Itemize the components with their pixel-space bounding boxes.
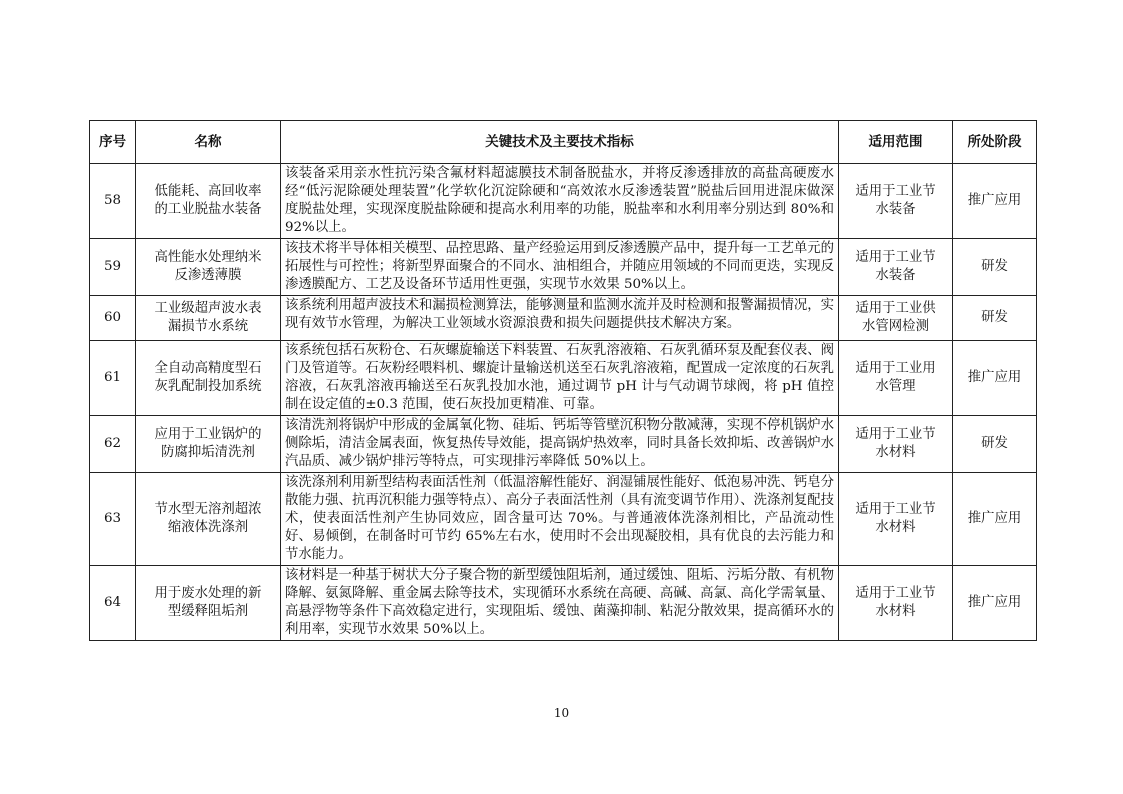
row-number: 60: [90, 296, 136, 341]
row-name: 低能耗、高回收率的工业脱盐水装备: [136, 164, 281, 239]
row-number: 58: [90, 164, 136, 239]
row-number: 63: [90, 473, 136, 566]
header-stage: 所处阶段: [953, 121, 1037, 164]
header-key-tech: 关键技术及主要技术指标: [281, 121, 839, 164]
row-name: 工业级超声波水表漏损节水系统: [136, 296, 281, 341]
row-key-tech: 该系统包括石灰粉仓、石灰螺旋输送下料装置、石灰乳溶液箱、石灰乳循环泵及配套仪表、阀门及管道等。石灰粉经喂料机、螺旋计量输送机送至石灰乳溶液箱，配置成一定浓度的石灰乳溶液，石灰乳溶液再输送至石灰乳投加水池，通过调节 pH 计与气动调节球阀，将 pH 值控制在设定值的±0.3 范围，使石灰投加更精准、可靠。: [281, 341, 839, 416]
technology-table: [89, 120, 1037, 641]
row-stage: 推广应用: [953, 164, 1037, 239]
row-key-tech: 该洗涤剂利用新型结构表面活性剂（低温溶解性能好、润湿铺展性能好、低泡易冲洗、钙皂分散能力强、抗再沉积能力强等特点）、高分子表面活性剂（具有流变调节作用）、洗涤剂复配技术，使表面活性剂产生协同效应，固含量可达 70%。与普通液体洗涤剂相比，产品流动性好、易倾倒，在制备时可节约 65%左右水，使用时不会出现凝胶相，具有优良的去污能力和节水能力。: [281, 473, 839, 566]
table-row: [90, 164, 1037, 239]
row-stage: 推广应用: [953, 566, 1037, 641]
row-number: 62: [90, 416, 136, 473]
row-stage: 研发: [953, 296, 1037, 341]
row-scope: 适用于工业节水材料: [839, 473, 953, 566]
row-stage: 研发: [953, 416, 1037, 473]
row-number: 59: [90, 239, 136, 296]
table-row: [90, 473, 1037, 566]
row-key-tech: 该清洗剂将锅炉中形成的金属氧化物、硅垢、钙垢等管壁沉积物分散减薄，实现不停机锅炉水侧除垢，清洁金属表面，恢复热传导效能，提高锅炉热效率，同时具备长效抑垢、改善锅炉水汽品质、减少锅炉排污等特点，可实现排污率降低 50%以上。: [281, 416, 839, 473]
table-row: [90, 341, 1037, 416]
header-scope: 适用范围: [839, 121, 953, 164]
row-name: 用于废水处理的新型缓释阻垢剂: [136, 566, 281, 641]
row-scope: 适用于工业供水管网检测: [839, 296, 953, 341]
row-stage: 推广应用: [953, 341, 1037, 416]
page-number: 10: [553, 706, 570, 720]
row-key-tech: 该装备采用亲水性抗污染含氟材料超滤膜技术制备脱盐水，并将反渗透排放的高盐高硬废水经“低污泥除硬处理装置”化学软化沉淀除硬和“高效浓水反渗透装置”脱盐后回用进混床做深度脱盐处理，实现深度脱盐除硬和提高水利用率的功能，脱盐率和水利用率分别达到 80%和 92%以上。: [281, 164, 839, 239]
table-row: [90, 566, 1037, 641]
row-name: 高性能水处理纳米反渗透薄膜: [136, 239, 281, 296]
header-name: 名称: [136, 121, 281, 164]
row-scope: 适用于工业节水装备: [839, 164, 953, 239]
row-key-tech: 该系统利用超声波技术和漏损检测算法，能够测量和监测水流并及时检测和报警漏损情况，实现有效节水管理，为解决工业领域水资源浪费和损失问题提供技术解决方案。: [281, 296, 839, 341]
row-number: 64: [90, 566, 136, 641]
table-row: [90, 416, 1037, 473]
row-key-tech: 该技术将半导体相关模型、品控思路、量产经验运用到反渗透膜产品中，提升每一工艺单元的拓展性与可控性；将新型界面聚合的不同水、油相组合，并随应用领域的不同而更迭，实现反渗透膜配方、工艺及设备环节适用性更强，实现节水效果 50%以上。: [281, 239, 839, 296]
row-scope: 适用于工业用水管理: [839, 341, 953, 416]
row-stage: 推广应用: [953, 473, 1037, 566]
row-name: 节水型无溶剂超浓缩液体洗涤剂: [136, 473, 281, 566]
row-scope: 适用于工业节水装备: [839, 239, 953, 296]
header-number: 序号: [90, 121, 136, 164]
table-row: [90, 296, 1037, 341]
row-stage: 研发: [953, 239, 1037, 296]
table-header-row: [90, 121, 1037, 164]
row-key-tech: 该材料是一种基于树状大分子聚合物的新型缓蚀阻垢剂，通过缓蚀、阻垢、污垢分散、有机物降解、氨氮降解、重金属去除等技术，实现循环水系统在高硬、高碱、高氯、高化学需氧量、高悬浮物等条件下高效稳定进行，实现阻垢、缓蚀、菌藻抑制、粘泥分散效果，提高循环水的利用率，实现节水效果 50%以上。: [281, 566, 839, 641]
row-scope: 适用于工业节水材料: [839, 566, 953, 641]
row-scope: 适用于工业节水材料: [839, 416, 953, 473]
row-name: 应用于工业锅炉的防腐抑垢清洗剂: [136, 416, 281, 473]
table-row: [90, 239, 1037, 296]
row-name: 全自动高精度型石灰乳配制投加系统: [136, 341, 281, 416]
row-number: 61: [90, 341, 136, 416]
